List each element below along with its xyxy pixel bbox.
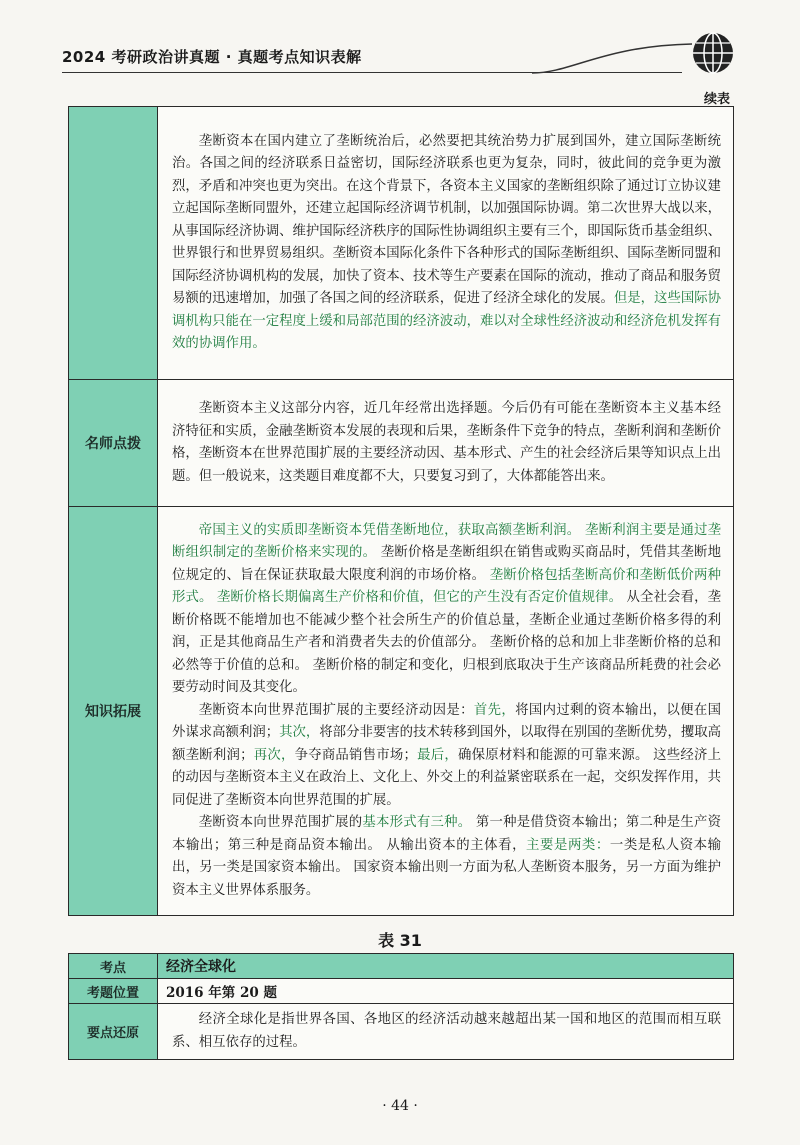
paragraph: 垄断资本主义这部分内容，近几年经常出选择题。今后仍有可能在垄断资本主义基本经济特征和实质，金融垄断资本发展的表现和后果，垄断条件下竞争的特点，垄断利润和垄断价格，垄断资本在世界范围扩展的主要经济动因、基本形式、产生的社会经济后果等知识点上出题。但一般说来，这类题目难度都不大，只要复习到了，大体都能答出来。 [172, 401, 722, 484]
row-label: 考点 [69, 954, 158, 979]
highlight-text: 垄断价格包括垄断高价和垄断低价两种形式。 [172, 567, 722, 606]
table-row [69, 1004, 734, 1060]
body-text: 将国内过剩的资本输出，以便在国外谋求高额利润； [172, 702, 722, 741]
table-row [69, 979, 734, 1004]
body-text: 垄断价格的制定和变化，归根到底取决于生产该商品所耗费的社会必要劳动时间及其变化。 [172, 657, 721, 696]
row-content [158, 380, 734, 507]
table-row [69, 107, 734, 380]
row-label: 名师点拨 [69, 380, 158, 507]
book-title: 2024 考研政治讲真题 · 真题考点知识表解 [62, 48, 362, 66]
row-label: 要点还原 [69, 1004, 158, 1060]
paragraph [172, 812, 721, 902]
highlight-text: 垄断价格长期偏离生产价格和价值，但它的产生没有否定价值规律。 [216, 590, 623, 606]
table-title: 表 31 [378, 931, 422, 950]
highlight-text: 但是，这些国际协调机构只能在一定程度上缓和局部范围的经济波动，难以对全球性经济波动和经济危机发挥有效的协调作用。 [172, 291, 722, 351]
body-text: 一类是私人资本输出，另一类是国家资本输出。 [172, 837, 722, 876]
table-row [69, 380, 734, 507]
highlight-text: 基本形式有三种。 [362, 815, 472, 831]
highlight-text: 其次， [279, 725, 320, 741]
globe-icon [690, 30, 736, 76]
row-content [158, 507, 734, 916]
header-rule [62, 72, 682, 73]
highlight-text: 最后， [416, 747, 459, 763]
page-header [62, 40, 738, 84]
body-text: 这些经济上的动因与垄断资本主义在政治上、文化上、外交上的利益紧密联系在一起，交织发挥作用，共同促进了垄断资本向世界范围的扩展。 [172, 747, 722, 808]
body-text: 垄断资本向世界范围扩展的 [198, 815, 363, 831]
highlight-text: 帝国主义的实质即垄断资本凭借垄断地位，获取高额垄断利润。 [198, 522, 581, 538]
paragraph [172, 131, 721, 356]
table-31 [68, 953, 734, 1060]
paragraph [172, 700, 721, 813]
body-text: 确保原材料和能源的可靠来源。 [458, 747, 649, 763]
body-text: 第一种是借贷资本输出；第二种是生产资本输出；第三种是商品资本输出。 [172, 815, 722, 853]
continued-table [68, 106, 734, 916]
row-content [158, 107, 734, 380]
body-text: 国家资本输出则一方面为私人垄断资本服务，另一方面为维护资本主义世界体系服务。 [172, 860, 721, 898]
highlight-text: 垄断利润主要是通过垄断组织制定的垄断价格来实现的。 [172, 522, 721, 561]
row-label [69, 107, 158, 380]
body-text: 将部分非要害的技术转移到国外，以取得在别国的垄断优势，攫取高额垄断利润； [172, 725, 722, 763]
header-swoosh [532, 40, 692, 76]
body-text: 垄断价格的总和加上非垄断价格的总和必然等于价值的总和。 [172, 635, 722, 673]
highlight-text: 再次， [253, 747, 295, 763]
row-label: 知识拓展 [69, 507, 158, 916]
row-value: 经济全球化 [158, 954, 734, 979]
table-row [69, 954, 734, 979]
highlight-text: 主要是两类： [526, 837, 610, 853]
paragraph [172, 520, 721, 700]
body-text: 垄断价格是垄断组织在销售或购买商品时，凭借其垄断地位规定的、旨在保证获取最大限度利润的市场价格。 [172, 545, 721, 583]
highlight-text: 首先， [473, 702, 516, 718]
row-label: 考题位置 [69, 979, 158, 1004]
body-text: 垄断资本向世界范围扩展的主要经济动因是： [198, 702, 474, 718]
body-text: 从全社会看，垄断价格既不能增加也不能减少整个社会所生产的价值总量，垄断企业通过垄断价格多得的利润，正是其他商品生产者和消费者失去的价值部分。 [172, 590, 721, 651]
continued-label: 续表 [703, 92, 730, 107]
paragraph: 经济全球化是指世界各国、各地区的经济活动越来越超出某一国和地区的范围而相互联系、相互依存的过程。 [172, 1012, 721, 1050]
row-value: 2016 年第 20 题 [158, 979, 734, 1004]
body-text: 争夺商品销售市场； [294, 747, 417, 763]
page-number: · 44 · [382, 1098, 418, 1114]
row-content [158, 1004, 734, 1060]
table-row [69, 507, 734, 916]
body-text: 垄断资本在国内建立了垄断统治后，必然要把其统治势力扩展到国外，建立国际垄断统治。各国之间的经济联系日益密切，国际经济联系也更为复杂，同时，彼此间的竞争更为激烈，矛盾和冲突也更为突出。在这个背景下，各资本主义国家的垄断组织除了通过订立协议建立起国际垄断同盟外，还建立起国际经济调节机制，以加强国际协调。第二次世界大战以来，从事国际经济协调、维护国际经济秩序的国际性协调组织主要有三个，即国际货币基金组织、世界银行和世界贸易组织。垄断资本国际化条件下各种形式的国际垄断组织、国际垄断同盟和国际经济协调机构的发展，加快了资本、技术等生产要素在国际的流动，推动了商品和服务贸易额的迅速增加，加强了各国之间的经济联系，促进了经济全球化的发展。 [172, 133, 722, 306]
body-text: 从输出资本的主体看， [386, 837, 527, 853]
